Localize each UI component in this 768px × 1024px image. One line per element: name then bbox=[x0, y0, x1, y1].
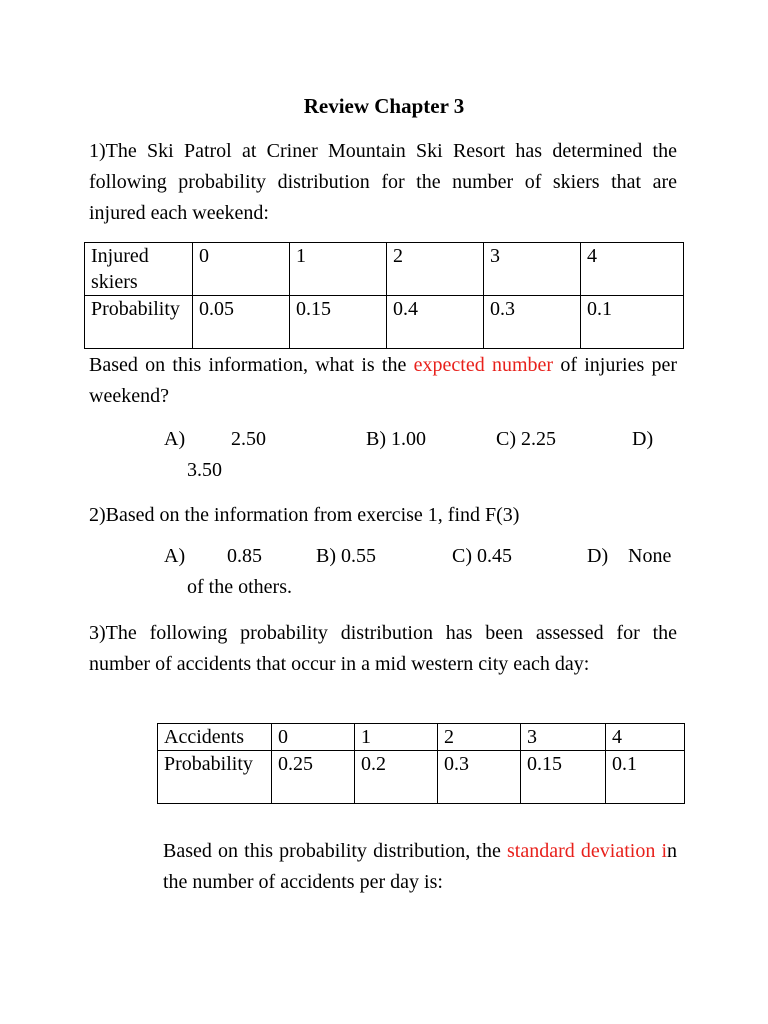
table-cell: Probability bbox=[158, 751, 272, 804]
table-cell: 3 bbox=[484, 243, 581, 296]
table-cell: 3 bbox=[521, 724, 606, 751]
table-cell: Injured skiers bbox=[85, 243, 193, 296]
table-row bbox=[85, 243, 684, 296]
q2-option-b: B) 0.55 bbox=[316, 545, 376, 567]
table-cell: 1 bbox=[355, 724, 438, 751]
q1-text: 1)The Ski Patrol at Criner Mountain Ski Resort has determined the following probability distribution for the number of skiers that are injured each weekend: bbox=[89, 140, 677, 224]
q1-option-d-value: 3.50 bbox=[187, 459, 222, 481]
table-cell: 4 bbox=[606, 724, 685, 751]
table-cell: 0.2 bbox=[355, 751, 438, 804]
table-cell: 0.3 bbox=[484, 296, 581, 349]
table-cell: 0.15 bbox=[290, 296, 387, 349]
q2-text: 2)Based on the information from exercise 1, find F(3) bbox=[89, 504, 520, 526]
table-row bbox=[158, 751, 685, 804]
q1-option-a-label: A) bbox=[164, 428, 186, 450]
q1-question-pre: Based on this information, what is the bbox=[89, 354, 407, 376]
table-cell: 0.15 bbox=[521, 751, 606, 804]
q3-question-pre: Based on this probability distribution, the bbox=[163, 840, 501, 862]
q1-question-post: of injuries per weekend? bbox=[89, 354, 678, 407]
table-cell: 2 bbox=[387, 243, 484, 296]
q1-question-highlight: expected number bbox=[413, 354, 554, 376]
q2-option-c: C) 0.45 bbox=[452, 545, 512, 567]
table-cell: 4 bbox=[581, 243, 684, 296]
q3-text: 3)The following probability distribution has been assessed for the number of accidents that occur in a mid western city each day: bbox=[89, 622, 677, 675]
q1-option-a-value: 2.50 bbox=[231, 428, 266, 450]
table-row bbox=[85, 296, 684, 349]
q2-option-d-label: D) bbox=[587, 545, 609, 567]
page-title: Review Chapter 3 bbox=[303, 94, 465, 118]
q3-table bbox=[157, 723, 685, 804]
table-cell: 0.4 bbox=[387, 296, 484, 349]
q1-option-d-label: D) bbox=[632, 428, 654, 450]
q2-option-d-value-2: of the others. bbox=[187, 576, 292, 598]
table-cell: 0 bbox=[272, 724, 355, 751]
q3-question-post: n the number of accidents per day is: bbox=[163, 840, 678, 893]
table-row bbox=[158, 724, 685, 751]
q1-option-b: B) 1.00 bbox=[366, 428, 426, 450]
table-cell: 1 bbox=[290, 243, 387, 296]
table-cell: 0.1 bbox=[606, 751, 685, 804]
table-cell: Accidents bbox=[158, 724, 272, 751]
table-cell: 2 bbox=[438, 724, 521, 751]
q3-question bbox=[163, 836, 677, 898]
table-cell: 0.1 bbox=[581, 296, 684, 349]
table-cell: 0.25 bbox=[272, 751, 355, 804]
table-cell: 0.05 bbox=[193, 296, 290, 349]
q3-question-highlight: standard deviation i bbox=[507, 840, 668, 862]
q1-option-c: C) 2.25 bbox=[496, 428, 556, 450]
table-cell: 0.3 bbox=[438, 751, 521, 804]
q1-table bbox=[84, 242, 684, 349]
q2-option-a-label: A) bbox=[164, 545, 186, 567]
q1-question bbox=[89, 350, 677, 412]
table-cell: 0 bbox=[193, 243, 290, 296]
table-cell: Probability bbox=[85, 296, 193, 349]
q2-option-a-value: 0.85 bbox=[227, 545, 262, 567]
q2-option-d-value-1: None bbox=[628, 545, 672, 567]
